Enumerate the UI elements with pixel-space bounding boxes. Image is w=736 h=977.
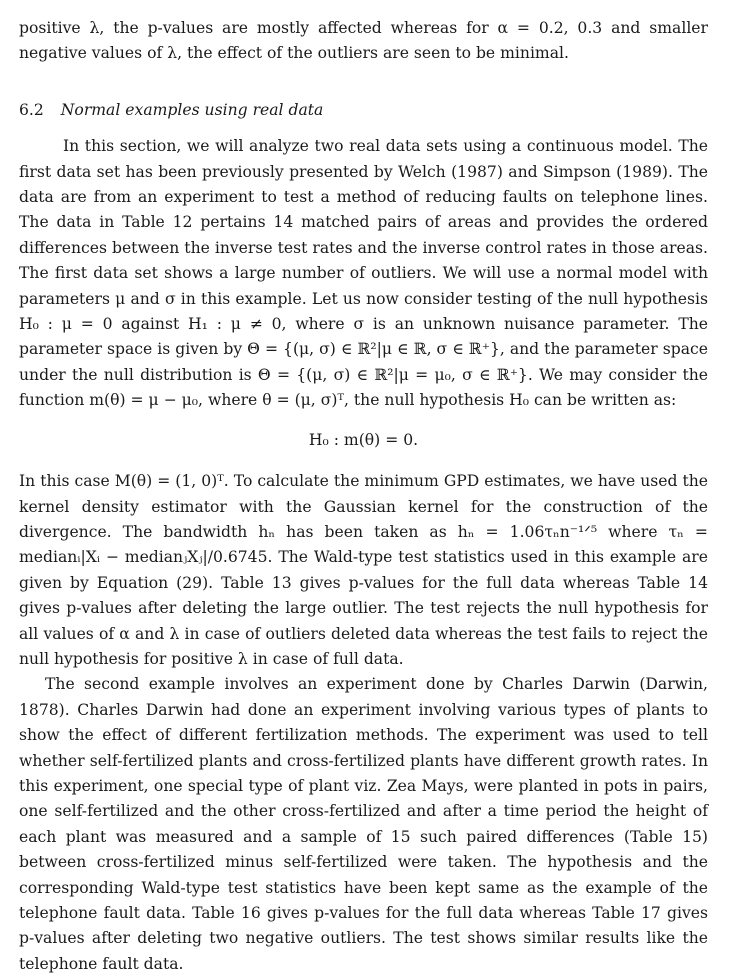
section-number: 6.2	[19, 100, 44, 119]
paragraph-estimation: In this case M(θ) = (1, 0)ᵀ. To calculate the minimum GPD estimates, we have used the kernel density estimator with the Gaussian kernel for the construction of the divergence. The bandwidth hₙ has been taken as hₙ = 1.06τₙn⁻¹ᐟ⁵ where τₙ = medianᵢ|Xᵢ − medianⱼXⱼ|/0.6745. The Wald-type test statistics used in this example are given by Equation (29). Table 13 gives p-values for the full data whereas Table 14 gives p-values after deleting the large outlier. The test rejects the null hypothesis for all values of α and λ in case of outliers deleted data whereas the test fails to reject the null hypothesis for positive λ in case of full data.	[19, 472, 708, 668]
section-heading	[19, 98, 708, 123]
section-title: Normal examples using real data	[60, 100, 324, 119]
top-paragraph: positive λ, the p-values are mostly affected whereas for α = 0.2, 0.3 and smaller negative values of λ, the effect of the outliers are seen to be minimal.	[19, 19, 708, 63]
paragraph-telephone-data: In this section, we will analyze two real data sets using a continuous model. The first data set has been previously presented by Welch (1987) and Simpson (1989). The data are from an experiment to test a method of reducing faults on telephone lines. The data in Table 12 pertains 14 matched pairs of areas and provides the ordered differences between the inverse test rates and the inverse control rates in those areas. The first data set shows a large number of outliers. We will use a normal model with parameters μ and σ in this example. Let us now consider testing of the null hypothesis H₀ : μ = 0 against H₁ : μ ≠ 0, where σ is an unknown nuisance parameter. The parameter space is given by Θ = {(μ, σ) ∈ ℝ²|μ ∈ ℝ, σ ∈ ℝ⁺}, and the parameter space under the null distribution is Θ = {(μ, σ) ∈ ℝ²|μ = μ₀, σ ∈ ℝ⁺}. We may consider the function m(θ) = μ − μ₀, where θ = (μ, σ)ᵀ, the null hypothesis H₀ can be written as:	[19, 137, 708, 410]
paragraph-darwin-example: The second example involves an experiment done by Charles Darwin (Darwin, 1878). Charles Darwin had done an experiment involving various types of plants to show the effect of different fertilization methods. The experiment was used to tell whether self-fertilized plants and cross-fertilized plants have different growth rates. In this experiment, one special type of plant viz. Zea Mays, were planted in pots in pairs, one self-fertilized and the other cross-fertilized and after a time period the height of each plant was measured and a sample of 15 such paired differences (Table 15) between cross-fertilized minus self-fertilized were taken. The hypothesis and the corresponding Wald-type test statistics have been kept same as the example of the telephone fault data. Table 16 gives p-values for the full data whereas Table 17 gives p-values after deleting two negative outliers. The test shows similar results like the telephone fault data.	[19, 675, 708, 973]
display-equation: H₀ : m(θ) = 0.	[308, 430, 419, 449]
